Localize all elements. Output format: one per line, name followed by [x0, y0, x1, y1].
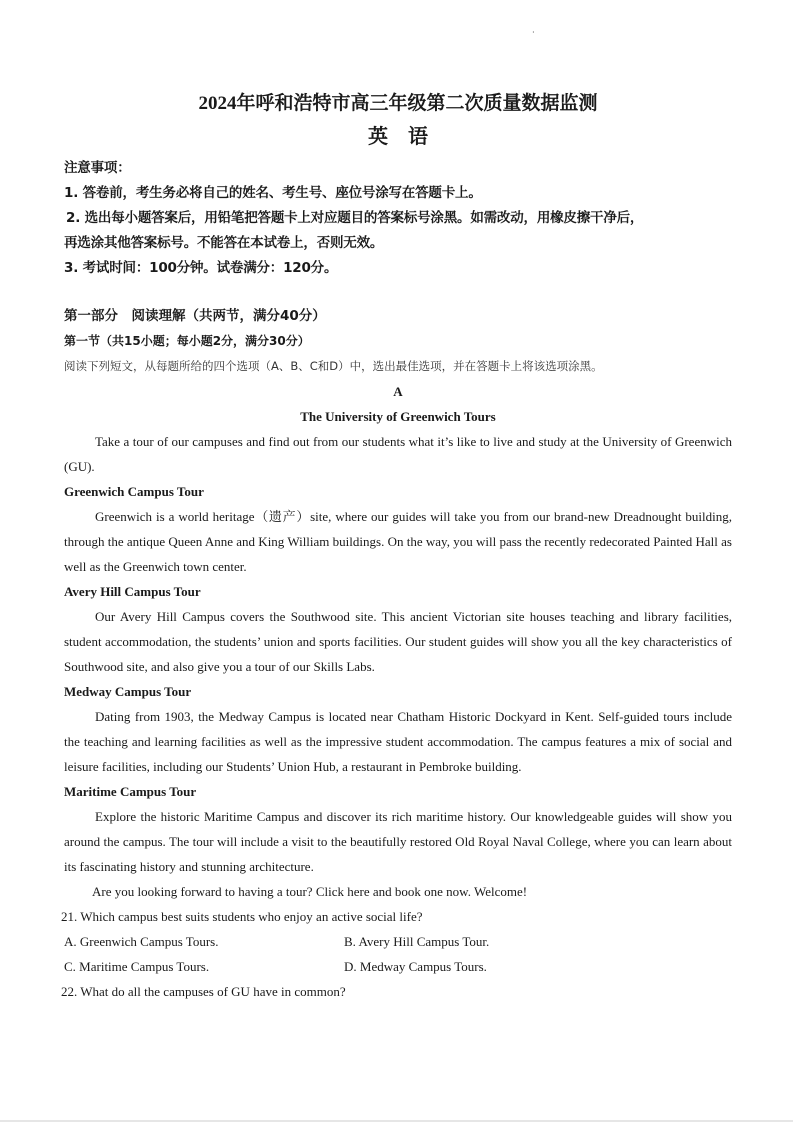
section-text-avery-hill: Our Avery Hill Campus covers the Southwood site. This ancient Victorian site houses teaching and library facilities, student accommodation, the students’ union and sports facilities. Our student guides will show you all the key characteristics of Southwood site, and also give you a tour of our Skills Labs. — [64, 609, 732, 674]
option-c: C. Maritime Campus Tours. — [64, 959, 210, 974]
option-a: A. Greenwich Campus Tours. — [64, 934, 219, 949]
note-item: 1. 答卷前，考生务必将自己的姓名、考生号、座位号涂写在答题卡上。 — [64, 185, 482, 201]
part-title: 第一部分 阅读理解（共两节，满分40分） — [64, 308, 326, 324]
notes-block — [64, 156, 732, 281]
section-heading-maritime: Maritime Campus Tour — [64, 784, 197, 799]
top-dot-mark: · — [532, 28, 535, 37]
note-item: 再选涂其他答案标号。不能答在本试卷上，否则无效。 — [64, 235, 384, 251]
note-item: 2. 选出每小题答案后，用铅笔把答题卡上对应题目的答案标号涂黑。如需改动，用橡皮擦干净后， — [66, 210, 644, 226]
section-text-greenwich: Greenwich is a world heritage（遗产）site, where our guides will take you from our brand-new Dreadnought building, through the antique Queen Anne and King William buildings. On the way, you will pass the recently redecorated Painted Hall as well as the Greenwich town center. — [64, 509, 732, 574]
section-text-maritime: Explore the historic Maritime Campus and discover its rich maritime history. Our knowledgeable guides will show you around the campus. The tour will include a visit to the beautifully restored Old Royal Naval College, where you can learn about its fascinating history and stunning architecture. — [64, 809, 732, 874]
exam-page — [61, 88, 732, 1004]
passage-title: The University of Greenwich Tours — [300, 409, 496, 424]
passage-closing: Are you looking forward to having a tour? Click here and book one now. Welcome! — [92, 884, 528, 899]
note-item: 3. 考试时间：100分钟。试卷满分：120分。 — [64, 260, 338, 276]
section-text-medway: Dating from 1903, the Medway Campus is located near Chatham Historic Dockyard in Kent. Self-guided tours include the teaching and learning facilities as well as the impressive student accommodation. The campus features a mix of social and leisure facilities, including our Students’ Union Hub, a restaurant in Pembroke building. — [64, 709, 732, 774]
section-heading-greenwich: Greenwich Campus Tour — [64, 484, 204, 499]
exam-title: 2024年呼和浩特市高三年级第二次质量数据监测 — [198, 93, 598, 114]
option-d: D. Medway Campus Tours. — [344, 959, 487, 974]
section-heading-avery-hill: Avery Hill Campus Tour — [64, 584, 201, 599]
section-title: 第一节（共15小题；每小题2分，满分30分） — [64, 334, 310, 348]
passage-intro: Take a tour of our campuses and find out from our students what it’s like to live and study at the University of Greenwich (GU). — [64, 434, 732, 474]
subject-title: 英 语 — [368, 126, 428, 148]
question-stem: 21. Which campus best suits students who enjoy an active social life? — [61, 909, 423, 924]
question-options — [64, 929, 732, 979]
notes-heading: 注意事项： — [64, 160, 131, 176]
question-stem: 22. What do all the campuses of GU have in common? — [61, 984, 346, 999]
section-heading-medway: Medway Campus Tour — [64, 684, 192, 699]
option-b: B. Avery Hill Campus Tour. — [344, 934, 490, 949]
passage-letter: A — [393, 384, 403, 399]
section-instructions: 阅读下列短文，从每题所给的四个选项（A、B、C和D）中，选出最佳选项，并在答题卡上将该选项涂黑。 — [64, 359, 603, 373]
